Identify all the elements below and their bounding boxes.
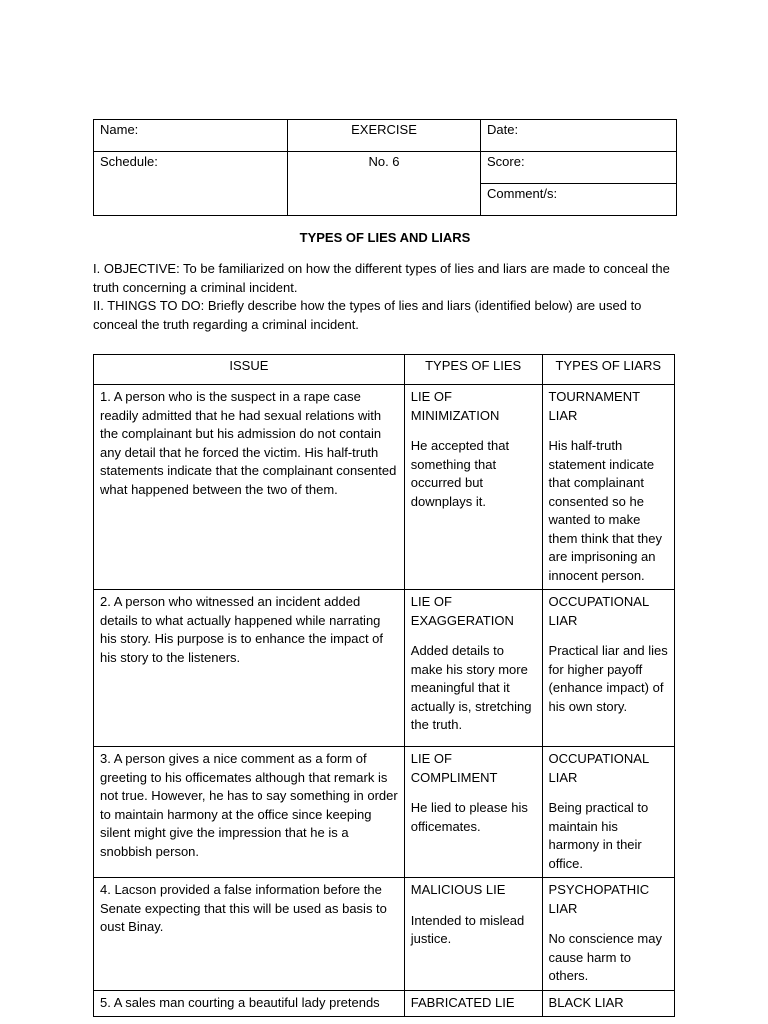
score-label: Score:	[487, 154, 525, 169]
issue-text: 1. A person who is the suspect in a rape case readily admitted that he had sexual relations with the complainant but his admission do not contain any detail that he forced the victim. His half-truth statements indicate that the complainant consented what happened between the two of them.	[100, 389, 397, 497]
issue-text: 5. A sales man courting a beautiful lady pretends	[100, 994, 380, 1010]
table-row	[94, 590, 675, 747]
column-header-issue: ISSUE	[94, 355, 405, 385]
liar-type: PSYCHOPATHIC LIAR	[548, 882, 650, 916]
liar-description: Being practical to maintain his harmony in their office.	[548, 800, 649, 871]
date-field[interactable]	[481, 120, 677, 152]
table-row	[94, 747, 675, 878]
table-row	[94, 990, 675, 1017]
liar-type: TOURNAMENT LIAR	[548, 389, 640, 423]
liar-cell	[542, 990, 674, 1017]
lie-description: He accepted that something that occurred but downplays it.	[410, 438, 510, 509]
comments-field[interactable]	[481, 184, 677, 216]
issue-cell	[94, 990, 405, 1017]
liar-cell	[542, 747, 674, 878]
score-field[interactable]	[481, 152, 677, 184]
date-label: Date:	[487, 122, 519, 137]
lie-cell	[404, 990, 542, 1017]
instructions	[93, 260, 677, 334]
liar-cell	[542, 385, 674, 590]
issue-cell	[94, 747, 405, 878]
issue-text: 4. Lacson provided a false information before the Senate expecting that this will be used as basis to oust Binay.	[100, 882, 387, 934]
exercise-number: No. 6	[288, 152, 481, 216]
lie-type: LIE OF MINIMIZATION	[410, 389, 500, 423]
exercise-label: EXERCISE	[288, 120, 481, 152]
name-field[interactable]	[94, 120, 288, 152]
schedule-field[interactable]	[94, 152, 288, 216]
issue-cell	[94, 590, 405, 747]
lie-type: FABRICATED LIE	[410, 994, 515, 1010]
lie-cell	[404, 747, 542, 878]
issue-text: 2. A person who witnessed an incident added details to what actually happened while narrating his story. His purpose is to enhance the impact of his story to the listeners.	[100, 594, 384, 665]
lies-table	[93, 354, 675, 1017]
table-row	[94, 385, 675, 590]
issue-text: 3. A person gives a nice comment as a form of greeting to his officemates although that remark is not true. However, he has to say something in order to maintain harmony at the office since keeping silent might give the impression that he is a snobbish person.	[100, 751, 398, 859]
name-label: Name:	[100, 122, 139, 137]
document-title: TYPES OF LIES AND LIARS	[299, 230, 471, 245]
things-to-do-text: II. THINGS TO DO: Briefly describe how the types of lies and liars (identified below) are used to conceal the truth regarding a criminal incident.	[93, 298, 642, 332]
lie-description: Added details to make his story more meaningful that it actually is, stretching the truth.	[410, 643, 532, 732]
liar-type: BLACK LIAR	[548, 994, 624, 1010]
schedule-label: Schedule:	[100, 154, 158, 169]
objective-text: I. OBJECTIVE: To be familiarized on how the different types of lies and liars are made to conceal the truth concerning a criminal incident.	[93, 261, 670, 295]
table-row	[94, 878, 675, 991]
liar-description: Practical liar and lies for higher payoff (enhance impact) of his own story.	[548, 643, 668, 714]
issue-cell	[94, 385, 405, 590]
liar-cell	[542, 878, 674, 991]
table-header-row	[94, 355, 675, 385]
header-table	[93, 119, 677, 216]
column-header-liars: TYPES OF LIARS	[542, 355, 674, 385]
lie-cell	[404, 878, 542, 991]
lie-type: MALICIOUS LIE	[410, 882, 506, 897]
lie-description: Intended to mislead justice.	[410, 912, 525, 946]
liar-description: His half-truth statement indicate that complainant consented so he wanted to make them think that they are imprisoning an innocent person.	[548, 438, 662, 583]
column-header-lies: TYPES OF LIES	[404, 355, 542, 385]
lie-description: He lied to please his officemates.	[410, 800, 528, 834]
lie-cell	[404, 385, 542, 590]
issue-cell	[94, 878, 405, 991]
lie-cell	[404, 590, 542, 747]
lie-type: LIE OF EXAGGERATION	[410, 594, 514, 628]
lie-type: LIE OF COMPLIMENT	[410, 751, 498, 785]
liar-description: No conscience may cause harm to others.	[548, 931, 662, 983]
liar-cell	[542, 590, 674, 747]
liar-type: OCCUPATIONAL LIAR	[548, 594, 649, 628]
comments-label: Comment/s:	[487, 186, 558, 201]
liar-type: OCCUPATIONAL LIAR	[548, 751, 649, 785]
